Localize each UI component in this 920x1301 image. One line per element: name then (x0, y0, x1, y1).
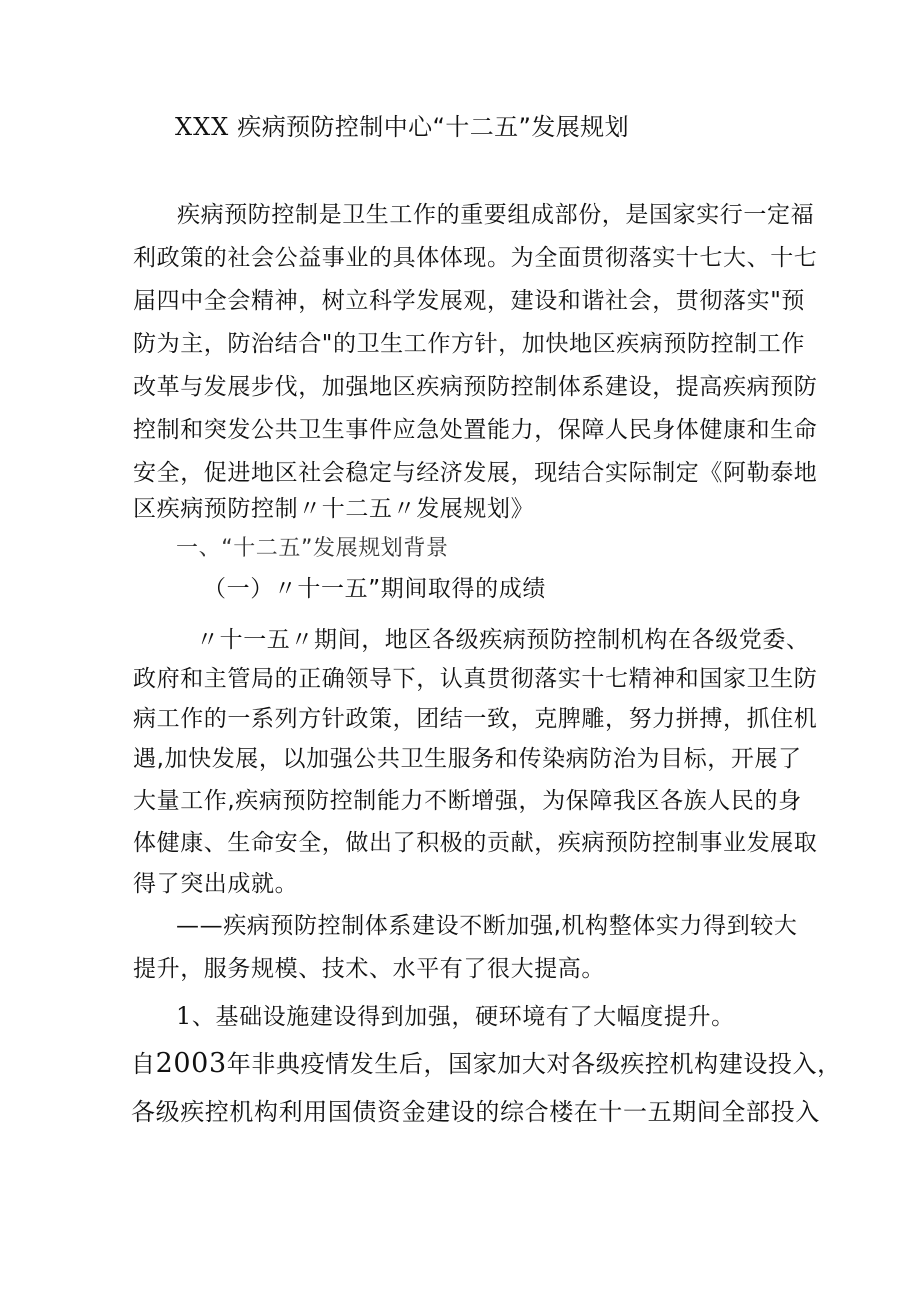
title-main: 疾病预防控制中心“十二五”发展规划 (237, 113, 629, 141)
achievement-line-1: 〃十一五〃期间，地区各级疾病预防控制机构在各级党委、 (196, 627, 810, 653)
intro-line-2: 利政策的社会公益事业的具体体现。为全面贯彻落实十七大、十七 (133, 245, 818, 271)
item-1-number: 1 (176, 1002, 192, 1030)
title-prefix: XXX (175, 113, 230, 141)
achievement-line-3: 病工作的一系列方针政策，团结一致，克脾雕，努力拼搏，抓住机 (133, 706, 818, 732)
achievement-line-2: 政府和主管局的正确领导下，认真贯彻落实十七精神和国家卫生防 (133, 666, 818, 692)
intro-line-5: 改革与发展步伐，加强地区疾病预防控制体系建设，提高疾病预防 (133, 374, 818, 400)
document-title (175, 111, 629, 143)
final-line-2: 各级疾控机构利用国债资金建设的综合楼在十一五期间全部投入 (131, 1098, 820, 1126)
intro-line-6: 控制和突发公共卫生事件应急处置能力，保障人民身体健康和生命 (133, 417, 818, 443)
subsection-heading: （一）〃十一五”期间取得的成绩 (203, 576, 546, 602)
item-1 (176, 1001, 735, 1032)
final-line-1-year: 2003 (155, 1048, 227, 1079)
final-line-1 (131, 1049, 842, 1079)
system-line-1: ——疾病预防控制体系建设不断加强,机构整体实力得到较大 (176, 913, 798, 939)
achievement-line-5: 大量工作,疾病预防控制能力不断增强，为保障我区各族人民的身 (133, 788, 802, 814)
achievement-line-4: 遇,加快发展，以加强公共卫生服务和传染病防治为目标，开展了 (133, 746, 802, 772)
final-line-1-prefix: 自 (131, 1050, 156, 1078)
final-line-1-text: 年非典疫情发生后，国家加大对各级疾控机构建设投入， (226, 1050, 842, 1078)
intro-line-3: 届四中全会精神，树立科学发展观，建设和谐社会，贯彻落实"预 (133, 288, 805, 314)
achievement-line-6: 体健康、生命安全，做出了积极的贡献，疾病预防控制事业发展取 (133, 830, 818, 856)
intro-line-8: 区疾病预防控制〃十二五〃发展规划》 (133, 496, 535, 522)
item-1-text: 、基础设施建设得到加强，硬环境有了大幅度提升。 (191, 1004, 735, 1030)
intro-line-7: 安全，促进地区社会稳定与经济发展，现结合实际制定《阿勒泰地 (133, 460, 818, 486)
intro-line-4: 防为主，防治结合"的卫生工作方针，加快地区疾病预防控制工作 (133, 331, 805, 357)
intro-line-1: 疾病预防控制是卫生工作的重要组成部份，是国家实行一定福 (177, 202, 815, 228)
system-line-2: 提升，服务规模、技术、水平有了很大提高。 (133, 956, 605, 982)
section-heading: 一、“十二五”发展规划背景 (176, 536, 449, 561)
achievement-line-7: 得了突出成就。 (133, 871, 299, 897)
